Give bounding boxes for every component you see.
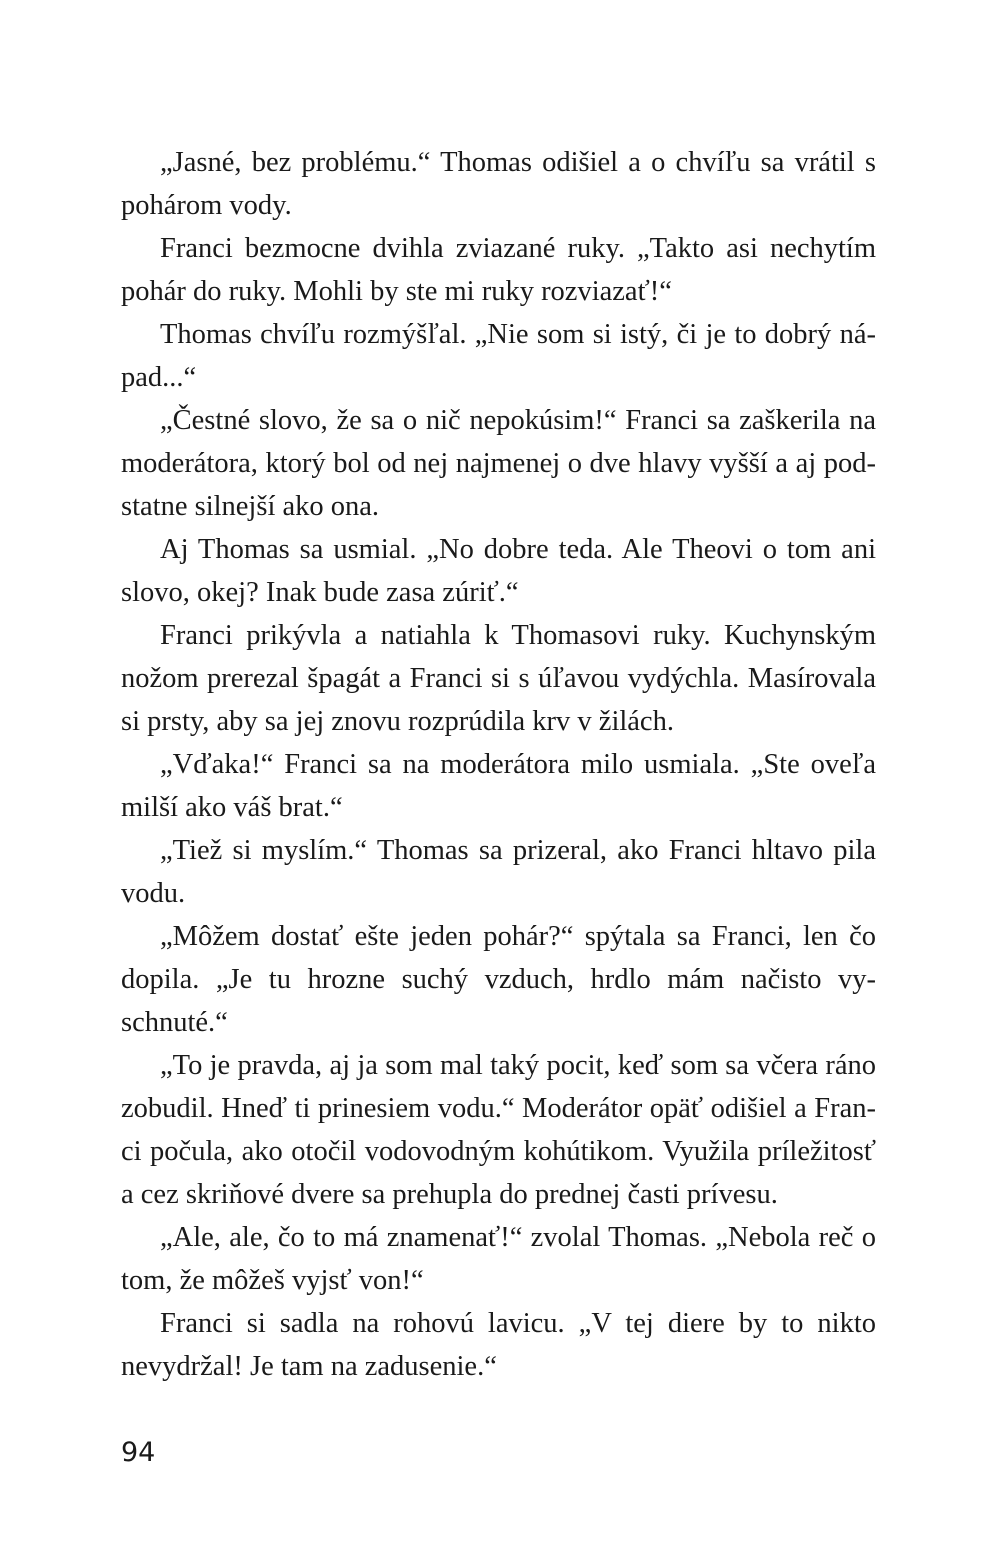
paragraph: Aj Thomas sa usmial. „No dobre teda. Ale Theovi o tom ani slovo, okej? Inak bude zasa zúriť.“ <box>121 534 876 608</box>
paragraph: Thomas chvíľu rozmýšľal. „Nie som si istý, či je to dobrý nápad...“ <box>121 319 876 393</box>
paragraph: „Tiež si myslím.“ Thomas sa prizeral, ako Franci hltavo pila vodu. <box>121 835 876 909</box>
page-number: 94 <box>121 1437 156 1468</box>
paragraph: „To je pravda, aj ja som mal taký pocit, keď som sa včera ráno zobudil. Hneď ti prinesiem vodu.“ Moderátor opäť odišiel a Franci počula, ako otočil vodovodným kohútikom. Využila príležitosť a cez skriňové dvere sa prehupla do prednej časti prívesu. <box>121 1050 876 1210</box>
paragraph: Franci prikývla a natiahla k Thomasovi ruky. Kuchynským nožom prerezal špagát a Franci si s úľavou vydýchla. Masírovala si prsty, aby sa jej znovu rozprúdila krv v žilách. <box>121 620 876 737</box>
paragraph: „Vďaka!“ Franci sa na moderátora milo usmiala. „Ste oveľa milší ako váš brat.“ <box>121 749 876 823</box>
paragraph: „Ale, ale, čo to má znamenať!“ zvolal Thomas. „Nebola reč o tom, že môžeš vyjsť von!“ <box>121 1222 876 1296</box>
paragraph: Franci si sadla na rohovú lavicu. „V tej diere by to nikto nevydržal! Je tam na zadusenie.“ <box>121 1308 876 1382</box>
paragraph: Franci bezmocne dvihla zviazané ruky. „Takto asi nechytím pohár do ruky. Mohli by ste mi ruky rozviazať!“ <box>121 233 876 307</box>
body-text <box>121 141 876 1388</box>
paragraph: „Jasné, bez problému.“ Thomas odišiel a o chvíľu sa vrátil s pohárom vody. <box>121 147 876 221</box>
paragraph: „Čestné slovo, že sa o nič nepokúsim!“ Franci sa zaškerila na moderátora, ktorý bol od nej najmenej o dve hlavy vyšší a aj podstatne silnejší ako ona. <box>121 405 876 522</box>
paragraph: „Môžem dostať ešte jeden pohár?“ spýtala sa Franci, len čo dopila. „Je tu hrozne suchý vzduch, hrdlo mám načisto vyschnuté.“ <box>121 921 876 1038</box>
